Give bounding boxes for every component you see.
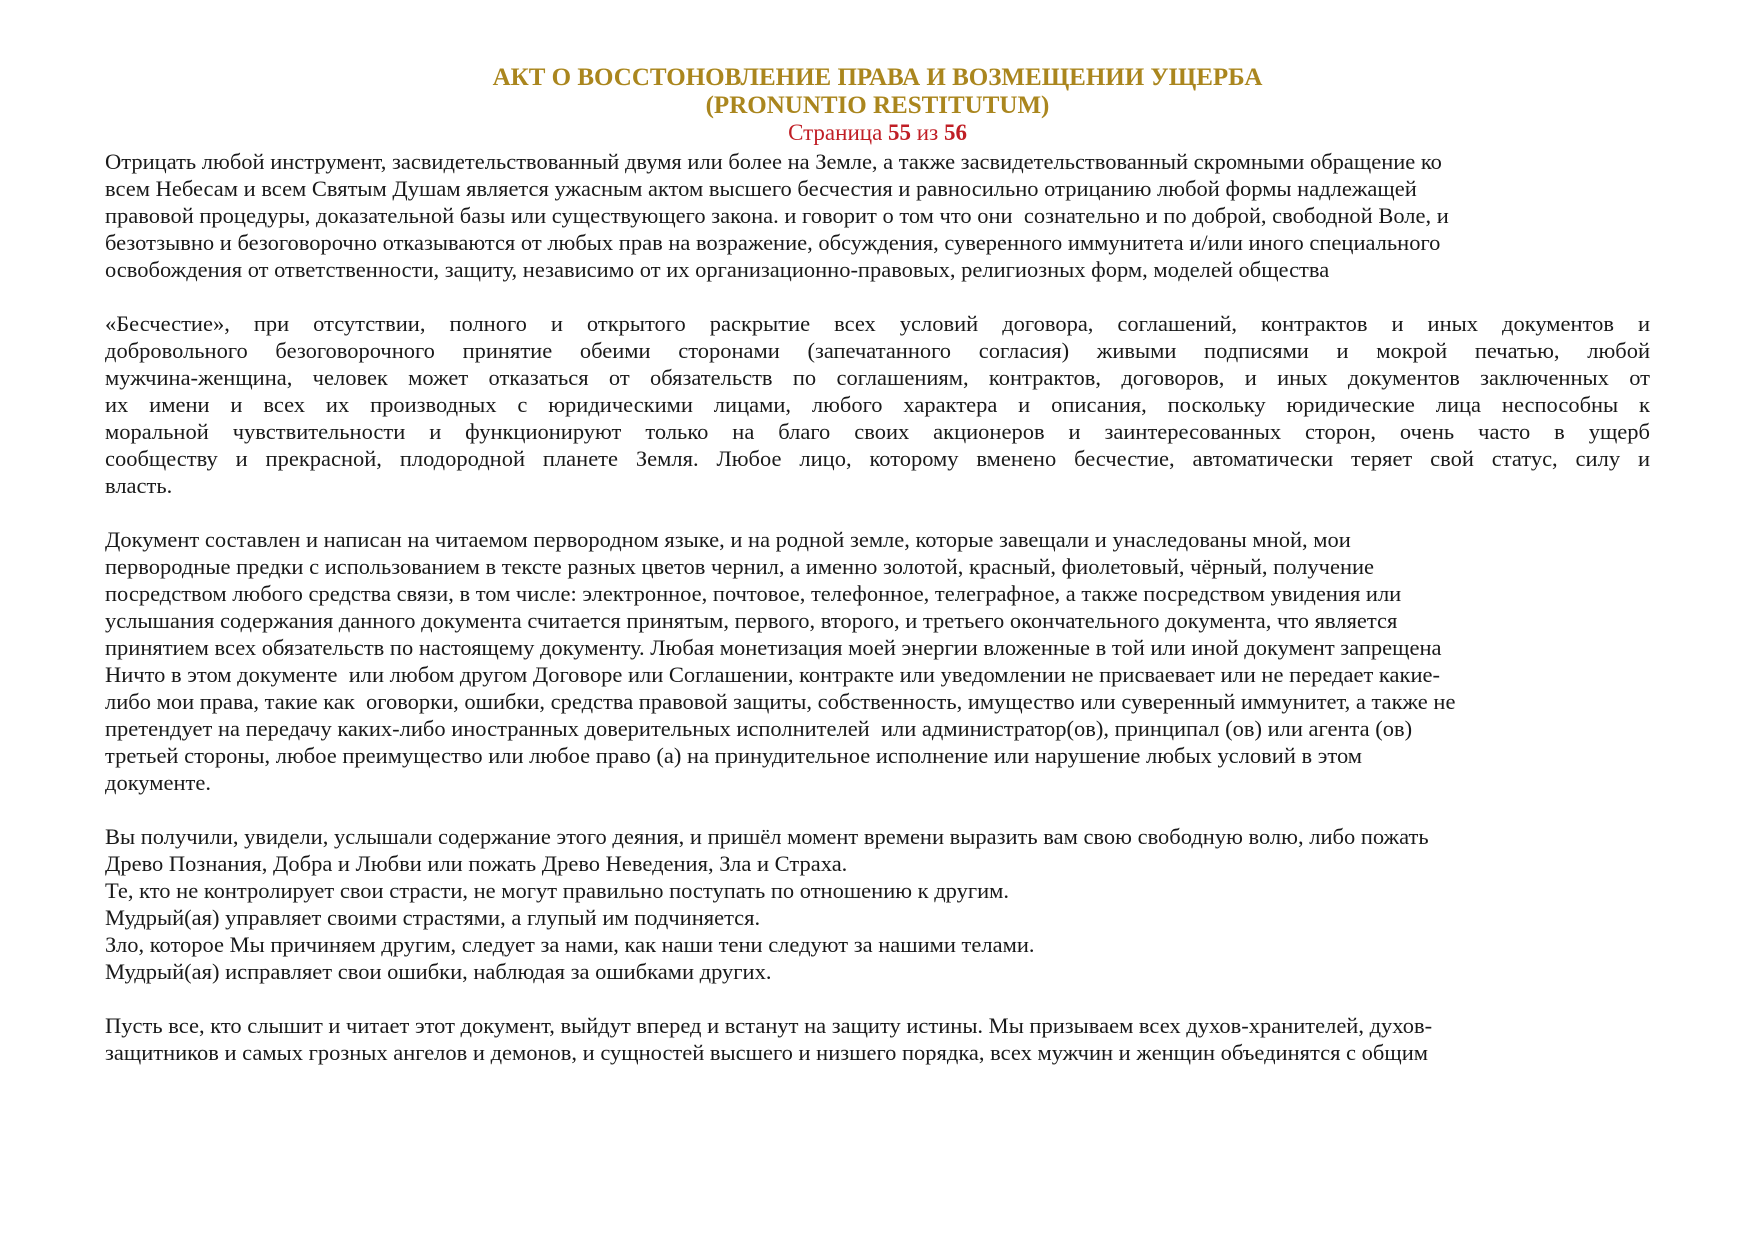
page-indicator-current-page: 55	[888, 120, 912, 145]
text-line: мужчина-женщина, человек может отказаться от обязательств по соглашениям, контрактов, договоров, и иных документов заключенных от	[105, 365, 1650, 390]
text-line: либо мои права, такие как оговорки, ошибки, средства правовой защиты, собственность, имущество или суверенный иммунитет, а также не	[105, 689, 1456, 714]
document-title: АКТ О ВОССТОНОВЛЕНИЕ ПРАВА И ВОЗМЕЩЕНИИ УЩЕРБА	[492, 64, 1263, 91]
text-line: их имени и всех их производных с юридическими лицами, любого характера и описания, поскольку юридические лица неспособны к	[105, 392, 1650, 417]
text-line: освобождения от ответственности, защиту, независимо от их организационно-правовых, религиозных форм, моделей общества	[105, 257, 1330, 282]
paragraph-denial-of-instrument	[105, 148, 1650, 283]
text-line: Вы получили, увидели, услышали содержание этого деяния, и пришёл момент времени выразить вам свою свободную волю, либо пожать	[105, 824, 1429, 849]
text-line: третьей стороны, любое преимущество или любое право (а) на принудительное исполнение или нарушение любых условий в этом	[105, 743, 1363, 768]
text-line: Пусть все, кто слышит и читает этот документ, выйдут вперед и встанут на защиту истины. Мы призываем всех духов-хранителей, духов-	[105, 1013, 1433, 1038]
page-indicator-total-pages: 56	[943, 120, 967, 145]
paragraph-call-to-witnesses	[105, 1012, 1650, 1066]
text-line: принятием всех обязательств по настоящему документу. Любая монетизация моей энергии вложенные в той или иной документ запрещена	[105, 635, 1442, 660]
page-indicator	[105, 120, 1650, 146]
text-line: услышания содержания данного документа считается принятым, первого, второго, и третьего окончательного документа, что является	[105, 608, 1398, 633]
text-line: Мудрый(ая) исправляет свои ошибки, наблюдая за ошибками других.	[105, 959, 772, 984]
paragraph-free-will-choice	[105, 823, 1650, 985]
text-line: добровольного безоговорочного принятие обеими сторонами (запечатанного согласия) живыми подписями и мокрой печатью, любой	[105, 338, 1650, 363]
paragraph-dishonor-definition	[105, 310, 1650, 499]
text-line: Отрицать любой инструмент, засвидетельствованный двумя или более на Земле, а также засвидетельствованный скромными обращение ко	[105, 149, 1442, 174]
text-line: всем Небесам и всем Святым Душам является ужасным актом высшего бесчестия и равносильно отрицанию любой формы надлежащей	[105, 176, 1417, 201]
text-line: безотзывно и безоговорочно отказываются от любых прав на возражение, обсуждения, суверенного иммунитета и/или иного специального	[105, 230, 1441, 255]
text-line: документе.	[105, 770, 211, 795]
text-line: посредством любого средства связи, в том числе: электронное, почтовое, телефонное, телеграфное, а также посредством увидения или	[105, 581, 1402, 606]
text-line: защитников и самых грозных ангелов и демонов, и сущностей высшего и низшего порядка, всех мужчин и женщин объединятся с общим	[105, 1040, 1428, 1065]
page-indicator-separator: из	[916, 120, 939, 145]
text-line: «Бесчестие», при отсутствии, полного и открытого раскрытие всех условий договора, соглашений, контрактов и иных документов и	[105, 311, 1650, 336]
text-line: Зло, которое Мы причиняем другим, следует за нами, как наши тени следуют за нашими телами.	[105, 932, 1035, 957]
text-line: первородные предки с использованием в тексте разных цветов чернил, а именно золотой, красный, фиолетовый, чёрный, получение	[105, 554, 1375, 579]
document-subtitle: (PRONUNTIO RESTITUTUM)	[705, 92, 1050, 119]
text-line: Документ составлен и написан на читаемом первородном языке, и на родной земле, которые завещали и унаследованы мной, мои	[105, 527, 1351, 552]
text-line: Ничто в этом документе или любом другом Договоре или Соглашении, контракте или уведомлении не присваевает или не передает какие-	[105, 662, 1440, 687]
text-line: власть.	[105, 473, 173, 498]
paragraph-document-composition	[105, 526, 1650, 796]
text-line: претендует на передачу каких-либо иностранных доверительных исполнителей или администратор(ов), принципал (ов) или агента (ов)	[105, 716, 1413, 741]
page-indicator-label: Страница	[788, 120, 883, 145]
text-line: Мудрый(ая) управляет своими страстями, а глупый им подчиняется.	[105, 905, 761, 930]
text-line: Те, кто не контролирует свои страсти, не могут правильно поступать по отношению к другим.	[105, 878, 1010, 903]
text-line: правовой процедуры, доказательной базы или существующего закона. и говорит о том что они сознательно и по доброй, свободной Воле, и	[105, 203, 1449, 228]
text-line: сообществу и прекрасной, плодородной планете Земля. Любое лицо, которому вменено бесчестие, автоматически теряет свой статус, силу и	[105, 446, 1650, 471]
text-line: Древо Познания, Добра и Любви или пожать Древо Неведения, Зла и Страха.	[105, 851, 848, 876]
text-line: моральной чувствительности и функционируют только на благо своих акционеров и заинтересованных сторон, очень часто в ущерб	[105, 419, 1650, 444]
